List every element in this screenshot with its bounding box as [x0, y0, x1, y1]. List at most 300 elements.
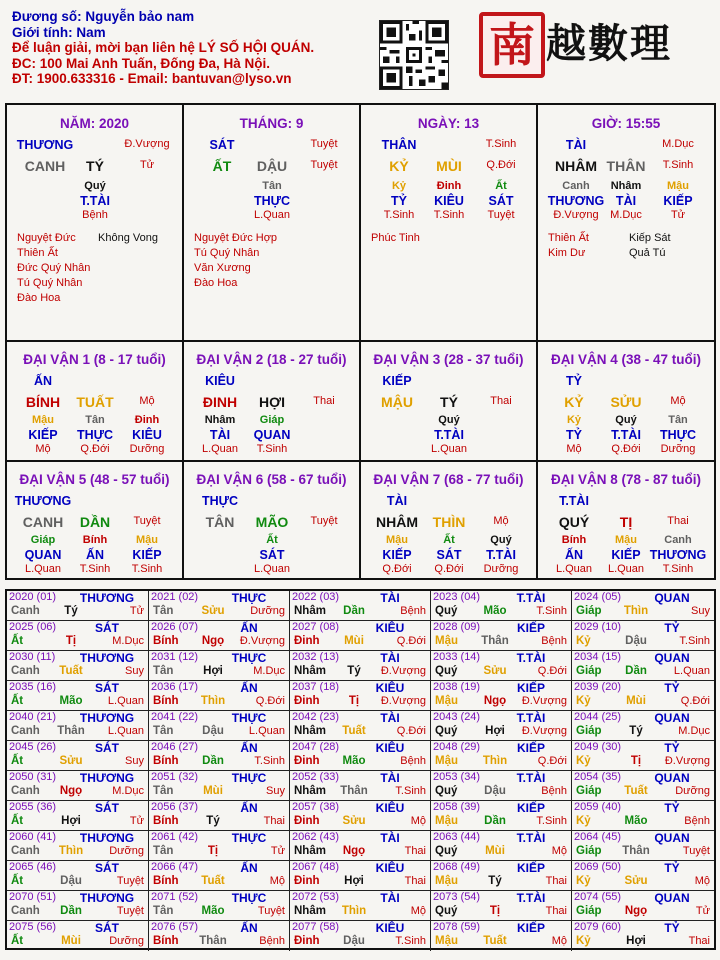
- year-stem: Ất: [11, 695, 24, 707]
- year-god: ẤN: [240, 741, 258, 755]
- hidden-stem: Kỷ: [391, 180, 407, 192]
- stars-right: [629, 231, 671, 261]
- luck-cell[interactable]: [361, 342, 538, 462]
- year-cell[interactable]: [431, 771, 572, 801]
- year-cell[interactable]: [290, 681, 431, 711]
- year-stem: Mậu: [435, 815, 458, 827]
- hidden-god: KIẾP: [663, 194, 693, 208]
- year-cell[interactable]: [572, 741, 714, 771]
- luck-cell[interactable]: [538, 342, 714, 462]
- year-stem: Ất: [11, 875, 24, 887]
- year-cell[interactable]: [7, 801, 149, 831]
- year-branch: Dần: [343, 605, 365, 617]
- year-god: T.TÀI: [516, 771, 546, 785]
- year-cell[interactable]: [431, 801, 572, 831]
- year-god: KIẾP: [516, 921, 546, 935]
- luck-stem: NHÂM: [376, 514, 418, 530]
- year-cell[interactable]: [290, 741, 431, 771]
- year-god: THỰC: [231, 651, 267, 665]
- year-cell[interactable]: [572, 771, 714, 801]
- year-branch: Mùi: [485, 845, 505, 857]
- year-god: THỰC: [231, 831, 267, 845]
- phone-email-line[interactable]: ĐT: 1900.633316 - Email: bantuvan@lyso.vn: [12, 71, 292, 86]
- year-stem: Canh: [11, 665, 40, 677]
- hidden-god: QUAN: [253, 428, 291, 442]
- hidden-stem: Ất: [495, 180, 507, 192]
- pillar-cell[interactable]: [7, 105, 184, 342]
- luck-god: TÀI: [386, 494, 408, 508]
- year-cell[interactable]: [431, 681, 572, 711]
- star-name: Quả Tú: [629, 247, 666, 259]
- year-branch: Thân: [340, 785, 368, 797]
- luck-god: KIÊU: [205, 374, 235, 388]
- year-label: 2070 (51): [9, 891, 57, 903]
- year-label: 2032 (13): [292, 651, 340, 663]
- year-cell[interactable]: [431, 651, 572, 681]
- year-phase: Suy: [125, 665, 144, 677]
- year-branch: Sửu: [483, 665, 507, 677]
- year-god: THƯƠNG: [79, 711, 135, 725]
- luck-branch: MÃO: [255, 514, 289, 530]
- year-phase: Tử: [695, 905, 710, 917]
- year-cell[interactable]: [7, 621, 149, 651]
- year-phase: Đ.Vượng: [521, 695, 567, 707]
- luck-life: Mộ: [670, 395, 686, 407]
- header-info: [12, 9, 314, 87]
- year-cell[interactable]: [149, 621, 290, 651]
- year-label: 2060 (41): [9, 831, 57, 843]
- year-phase: Thai: [688, 935, 710, 947]
- year-stem: Đinh: [294, 755, 320, 767]
- year-god: THƯƠNG: [79, 651, 135, 665]
- year-god: QUAN: [654, 591, 690, 605]
- year-branch: Dần: [625, 665, 647, 677]
- hidden-stem: Mậu: [615, 534, 637, 546]
- pillar-cell[interactable]: [361, 105, 538, 342]
- luck-life: Thai: [667, 515, 689, 527]
- year-cell[interactable]: [7, 861, 149, 891]
- luck-title: ĐẠI VẬN 7 (68 - 77 tuổi): [373, 472, 524, 487]
- hidden-stem: Bính: [561, 534, 587, 546]
- year-cell[interactable]: [7, 591, 149, 621]
- year-branch: Mùi: [344, 635, 364, 647]
- year-label: 2078 (59): [433, 921, 481, 933]
- year-god: TÀI: [380, 591, 400, 605]
- year-stem: Mậu: [435, 875, 458, 887]
- pillar-phase: Tuyệt: [310, 138, 338, 150]
- year-cell[interactable]: [290, 591, 431, 621]
- luck-god: TỶ: [566, 374, 582, 388]
- year-label: 2045 (26): [9, 741, 57, 753]
- year-label: 2021 (02): [151, 591, 199, 603]
- hidden-stem: Tân: [85, 414, 105, 426]
- luck-title: ĐẠI VẬN 5 (48 - 57 tuổi): [19, 472, 170, 487]
- hidden-phase: L.Quan: [607, 563, 645, 575]
- year-cell[interactable]: [572, 831, 714, 861]
- hidden-phase: L.Quan: [555, 563, 593, 575]
- star-name: Không Vong: [98, 232, 158, 244]
- year-branch: Thân: [622, 845, 650, 857]
- year-cell[interactable]: [149, 891, 290, 921]
- year-cell[interactable]: [149, 771, 290, 801]
- hidden-stem: Tân: [262, 180, 282, 192]
- chart-grid: [5, 103, 716, 580]
- star-name: Nguyệt Đức Hợp: [194, 232, 278, 244]
- year-branch: Mùi: [203, 785, 223, 797]
- year-phase: T.Sinh: [679, 635, 710, 647]
- year-phase: M.Dục: [678, 725, 710, 737]
- hidden-stem: Ất: [266, 534, 278, 546]
- luck-branch: DẦN: [79, 514, 111, 530]
- luck-cell[interactable]: [538, 462, 714, 578]
- year-phase: Thai: [545, 905, 567, 917]
- year-god: ẤN: [240, 681, 258, 695]
- year-phase: T.Sinh: [536, 815, 567, 827]
- year-cell[interactable]: [290, 921, 431, 951]
- year-phase: L.Quan: [107, 695, 144, 707]
- pillar-branch: THÂN: [606, 158, 646, 174]
- hidden-phase: T.Sinh: [131, 563, 163, 575]
- year-cell[interactable]: [7, 921, 149, 951]
- year-branch: Tị: [65, 635, 77, 647]
- year-cell[interactable]: [7, 681, 149, 711]
- hidden-god: KIẾP: [132, 548, 162, 562]
- year-cell[interactable]: [7, 891, 149, 921]
- year-cell[interactable]: [572, 921, 714, 951]
- luck-branch: TỊ: [619, 514, 633, 530]
- luck-cell[interactable]: [184, 342, 361, 462]
- year-stem: Giáp: [576, 785, 602, 797]
- luck-branch: TÝ: [440, 394, 458, 410]
- year-stem: Giáp: [576, 665, 602, 677]
- year-cell[interactable]: [149, 861, 290, 891]
- year-cell[interactable]: [431, 621, 572, 651]
- year-phase: Suy: [125, 755, 144, 767]
- luck-cell[interactable]: [7, 342, 184, 462]
- hidden-god: TỶ: [391, 194, 407, 208]
- year-cell[interactable]: [431, 711, 572, 741]
- hidden-stem: Canh: [562, 180, 590, 192]
- luck-god: THƯƠNG: [14, 494, 72, 508]
- year-label: 2047 (28): [292, 741, 340, 753]
- year-phase: L.Quan: [107, 725, 144, 737]
- pillar-cell[interactable]: [538, 105, 714, 342]
- year-branch: Hợi: [203, 665, 223, 677]
- year-stem: Quý: [435, 725, 458, 737]
- hidden-god: ẤN: [564, 548, 584, 562]
- luck-cell[interactable]: [184, 462, 361, 578]
- year-branch: Tuất: [483, 935, 507, 947]
- pillar-cell[interactable]: [184, 105, 361, 342]
- year-stem: Nhâm: [294, 785, 326, 797]
- hidden-phase: Tuyệt: [487, 209, 515, 221]
- year-god: TÀI: [380, 771, 400, 785]
- year-branch: Dậu: [484, 785, 506, 797]
- luck-branch: TUẤT: [76, 394, 114, 410]
- star-name: Đức Quý Nhân: [17, 262, 91, 274]
- year-stem: Mậu: [435, 935, 458, 947]
- year-god: THỰC: [231, 711, 267, 725]
- year-phase: Dưỡng: [109, 845, 144, 857]
- luck-cell[interactable]: [361, 462, 538, 578]
- year-cell[interactable]: [149, 711, 290, 741]
- year-phase: T.Sinh: [254, 755, 285, 767]
- luck-cell[interactable]: [7, 462, 184, 578]
- year-cell[interactable]: [7, 651, 149, 681]
- hidden-god: SÁT: [259, 548, 285, 562]
- hidden-phase: L.Quan: [24, 563, 62, 575]
- hidden-god: KIẾP: [28, 428, 58, 442]
- hidden-phase: Q.Đới: [80, 443, 110, 455]
- year-phase: Suy: [691, 605, 710, 617]
- year-label: 2046 (27): [151, 741, 199, 753]
- hidden-stem: Đinh: [436, 180, 462, 192]
- year-god: THƯƠNG: [79, 891, 135, 905]
- hidden-stem: Quý: [490, 534, 512, 546]
- year-label: 2052 (33): [292, 771, 340, 783]
- brand-logo: 越數理: [546, 20, 672, 67]
- year-god: KIÊU: [375, 801, 405, 815]
- year-cell[interactable]: [431, 831, 572, 861]
- year-god: T.TÀI: [516, 591, 546, 605]
- hidden-stem: Mậu: [136, 534, 158, 546]
- year-phase: Đ.Vượng: [664, 755, 710, 767]
- qr-code-icon[interactable]: [379, 20, 449, 90]
- luck-god: T.TÀI: [559, 494, 589, 508]
- year-label: 2077 (58): [292, 921, 340, 933]
- year-label: 2028 (09): [433, 621, 481, 633]
- year-cell[interactable]: [431, 741, 572, 771]
- hidden-phase: Dưỡng: [129, 443, 165, 455]
- luck-branch: HỢI: [259, 394, 285, 410]
- year-stem: Đinh: [294, 695, 320, 707]
- year-label: 2069 (50): [574, 861, 622, 873]
- year-stem: Mậu: [435, 635, 458, 647]
- year-branch: Thìn: [341, 905, 367, 917]
- hidden-god: KIẾP: [382, 548, 412, 562]
- year-cell[interactable]: [572, 651, 714, 681]
- hidden-god: TÀI: [209, 428, 231, 442]
- hidden-phase: Dưỡng: [483, 563, 519, 575]
- year-label: 2061 (42): [151, 831, 199, 843]
- year-cell[interactable]: [431, 921, 572, 951]
- year-phase: Đ.Vượng: [380, 665, 426, 677]
- year-stem: Kỷ: [576, 695, 591, 707]
- star-name: Tú Quý Nhân: [17, 277, 83, 289]
- luck-stem: CANH: [22, 514, 64, 530]
- year-phase: Bệnh: [541, 635, 567, 647]
- year-phase: Q.Đới: [537, 665, 567, 677]
- year-cell[interactable]: [7, 771, 149, 801]
- pillar-title: GIỜ: 15:55: [591, 116, 661, 131]
- year-phase: Bệnh: [684, 815, 710, 827]
- year-stem: Bính: [153, 695, 179, 707]
- year-cell[interactable]: [572, 801, 714, 831]
- year-stem: Kỷ: [576, 755, 591, 767]
- luck-life: Tuyệt: [133, 515, 161, 527]
- year-phase: M.Dục: [112, 785, 144, 797]
- year-cell[interactable]: [149, 801, 290, 831]
- year-stem: Kỷ: [576, 635, 591, 647]
- year-cell[interactable]: [290, 861, 431, 891]
- hidden-stem: Bính: [82, 534, 108, 546]
- year-branch: Thân: [481, 635, 509, 647]
- year-god: TỶ: [664, 681, 680, 695]
- hidden-stem: Đinh: [134, 414, 160, 426]
- year-cell[interactable]: [7, 711, 149, 741]
- year-cell[interactable]: [7, 741, 149, 771]
- year-cell[interactable]: [572, 591, 714, 621]
- year-label: 2025 (06): [9, 621, 57, 633]
- hidden-god: KIÊU: [434, 194, 464, 208]
- contact-line: Để luận giải, mời bạn liên hệ LÝ SỐ HỘI QUÁN.: [12, 40, 315, 55]
- luck-life: Thai: [313, 395, 335, 407]
- hidden-stem: Tân: [668, 414, 688, 426]
- year-cell[interactable]: [572, 681, 714, 711]
- year-phase: M.Dục: [112, 635, 144, 647]
- pillar-branch: DẬU: [256, 158, 288, 174]
- year-label: 2076 (57): [151, 921, 199, 933]
- pillar-god: TÀI: [565, 138, 587, 152]
- year-stem: Canh: [11, 725, 40, 737]
- pillar-stem: NHÂM: [555, 158, 597, 174]
- year-god: SÁT: [95, 921, 119, 935]
- seal-text: 南: [489, 18, 535, 72]
- year-phase: Suy: [266, 785, 285, 797]
- year-cell[interactable]: [572, 621, 714, 651]
- year-god: TÀI: [380, 891, 400, 905]
- year-cell[interactable]: [7, 831, 149, 861]
- year-god: QUAN: [654, 831, 690, 845]
- pillar-god: THƯƠNG: [16, 138, 74, 152]
- star-name: Văn Xương: [194, 262, 251, 274]
- year-phase: Mộ: [551, 845, 567, 857]
- pillar-life: Q.Đới: [486, 159, 516, 171]
- hidden-phase: Dưỡng: [660, 443, 696, 455]
- luck-god: ẤN: [33, 374, 53, 388]
- year-phase: Q.Đới: [396, 635, 426, 647]
- year-god: THƯƠNG: [79, 831, 135, 845]
- year-god: KIẾP: [516, 621, 546, 635]
- hidden-phase: Q.Đới: [434, 563, 464, 575]
- year-cell[interactable]: [149, 681, 290, 711]
- year-phase: Thai: [404, 845, 426, 857]
- year-phase: M.Dục: [253, 665, 285, 677]
- year-phase: Tử: [129, 605, 144, 617]
- year-label: 2063 (44): [433, 831, 481, 843]
- year-branch: Sửu: [201, 605, 225, 617]
- year-branch: Tuất: [59, 665, 83, 677]
- pillar-title: THÁNG: 9: [239, 116, 304, 131]
- year-god: TÀI: [380, 831, 400, 845]
- year-label: 2031 (12): [151, 651, 199, 663]
- year-label: 2054 (35): [574, 771, 622, 783]
- year-branch: Tý: [206, 815, 220, 827]
- hidden-stem: Kỷ: [566, 414, 582, 426]
- year-cell[interactable]: [290, 771, 431, 801]
- year-cell[interactable]: [572, 891, 714, 921]
- year-cell[interactable]: [572, 861, 714, 891]
- year-branch: Ngọ: [342, 845, 366, 857]
- year-label: 2062 (43): [292, 831, 340, 843]
- pillar-stem: ẤT: [212, 158, 232, 174]
- year-stem: Nhâm: [294, 725, 326, 737]
- year-branch: Mão: [624, 815, 648, 827]
- year-phase: Q.Đới: [396, 725, 426, 737]
- year-phase: Tử: [129, 815, 144, 827]
- year-god: TỶ: [664, 801, 680, 815]
- hidden-stem: Nhâm: [204, 414, 236, 426]
- year-stem: Đinh: [294, 635, 320, 647]
- year-god: TÀI: [380, 651, 400, 665]
- year-branch: Tuất: [342, 725, 366, 737]
- year-cell[interactable]: [431, 861, 572, 891]
- hidden-god: SÁT: [436, 548, 462, 562]
- year-cell[interactable]: [149, 831, 290, 861]
- year-cell[interactable]: [149, 921, 290, 951]
- year-cell[interactable]: [431, 591, 572, 621]
- year-god: THƯƠNG: [79, 591, 135, 605]
- year-god: T.TÀI: [516, 831, 546, 845]
- year-branch: Hợi: [344, 875, 364, 887]
- hidden-god: QUAN: [24, 548, 62, 562]
- year-cell[interactable]: [290, 891, 431, 921]
- year-stem: Ất: [11, 935, 24, 947]
- year-cell[interactable]: [290, 621, 431, 651]
- stars-left: [17, 231, 90, 306]
- year-cell[interactable]: [149, 741, 290, 771]
- gender: Giới tính: Nam: [12, 24, 106, 40]
- hidden-phase: L.Quan: [201, 443, 239, 455]
- year-label: 2029 (10): [574, 621, 622, 633]
- year-god: T.TÀI: [516, 651, 546, 665]
- year-stem: Giáp: [576, 605, 602, 617]
- year-cell[interactable]: [149, 651, 290, 681]
- year-phase: Đ.Vượng: [239, 635, 285, 647]
- year-god: KIÊU: [375, 621, 405, 635]
- year-god: THỰC: [231, 591, 267, 605]
- year-cell[interactable]: [290, 711, 431, 741]
- year-branch: Dậu: [60, 875, 82, 887]
- year-label: 2030 (11): [9, 651, 56, 663]
- star-name: Thiên Ất: [548, 232, 589, 244]
- year-cell[interactable]: [290, 831, 431, 861]
- year-label: 2068 (49): [433, 861, 481, 873]
- year-label: 2033 (14): [433, 651, 481, 663]
- year-god: SÁT: [95, 681, 119, 695]
- year-god: TỶ: [664, 861, 680, 875]
- year-branch: Ngọ: [201, 635, 225, 647]
- year-branch: Ngọ: [483, 695, 507, 707]
- year-label: 2037 (18): [292, 681, 340, 693]
- year-cell[interactable]: [149, 591, 290, 621]
- year-god: ẤN: [240, 621, 258, 635]
- hidden-phase: T.Sinh: [256, 443, 288, 455]
- hidden-god: KIẾP: [611, 548, 641, 562]
- year-cell[interactable]: [290, 801, 431, 831]
- year-label: 2023 (04): [433, 591, 481, 603]
- year-cell[interactable]: [572, 711, 714, 741]
- year-cell[interactable]: [431, 891, 572, 921]
- year-phase: Đ.Vượng: [521, 725, 567, 737]
- year-phase: Tuyệt: [116, 905, 144, 917]
- year-branch: Sửu: [624, 875, 648, 887]
- year-stem: Tân: [153, 605, 174, 617]
- year-branch: Ngọ: [624, 905, 648, 917]
- year-label: 2059 (40): [574, 801, 622, 813]
- year-cell[interactable]: [290, 651, 431, 681]
- year-stem: Canh: [11, 845, 40, 857]
